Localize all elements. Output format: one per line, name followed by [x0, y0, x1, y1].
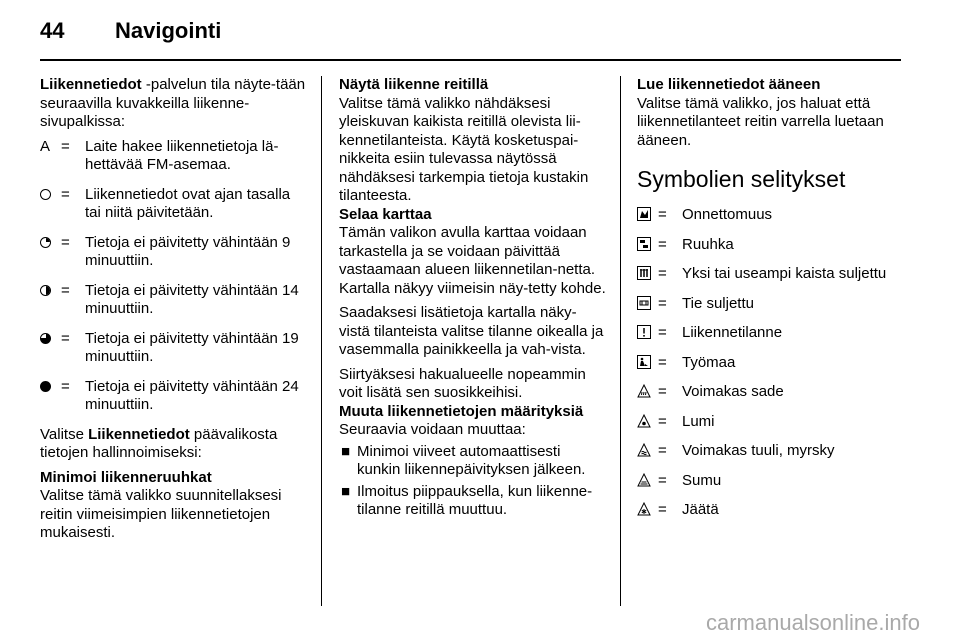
traffic-situation-icon [637, 325, 651, 339]
page-title: Navigointi [115, 18, 222, 43]
status-def-a: A = Laite hakee liikennetietoja lä-hettävää FM-asemaa. [40, 137, 279, 173]
full-circle-icon [40, 381, 51, 392]
browse-heading: Selaa karttaa [339, 205, 432, 223]
show-text: Valitse tämä valikko nähdäksesi yleiskuvan kaikista reitillä olevista lii-kennetilanteista. Käytä kosketuspai-nikkeita esiin tulevassa näytössä nähdäksesi tarkempia tietoja kustakin tilanteesta. [339, 94, 589, 204]
status-def-empty: = Liikennetiedot ovat ajan tasalla tai niitä päivitetään. [40, 186, 310, 223]
legend-row-accident: = Onnettomuus [637, 206, 905, 236]
browse-text-1: Tämän valikon avulla karttaa voidaan tarkastella ja se voidaan päivittää vastaamaan alueen liikennetilan-netta. Kartalla näkyy viimeisin näy-tetty kohde. [339, 224, 606, 297]
browse-text-3: Siirtyäksesi hakualueelle nopeammin voit lisätä sen suosikkeihisi. [339, 365, 586, 401]
header-rule [40, 59, 901, 61]
fog-icon [637, 473, 651, 487]
column-1 [40, 76, 310, 549]
legend-row-lane-closed: = Yksi tai useampi kaista suljettu [637, 265, 905, 295]
legend-row-snow: = Lumi [637, 413, 905, 443]
legend-row-road-closed: = Tie suljettu [637, 295, 905, 325]
show-heading: Näytä liikenne reitillä [339, 76, 489, 93]
quarter-circle-icon [40, 237, 51, 248]
snow-icon [637, 414, 651, 428]
intro-paragraph: Liikennetiedot -palvelun tila näyte-tään seuraavilla kuvakkeilla liikenne-sivupalkissa: [40, 76, 306, 130]
status-def-full: = Tietoja ei päivitetty vähintään 24 minuuttiin. [40, 378, 310, 415]
half-circle-icon [40, 285, 51, 296]
column-divider [321, 76, 322, 606]
storm-icon [637, 443, 651, 457]
status-def-three-quarter: = Tietoja ei päivitetty vähintään 19 minuuttiin. [40, 330, 310, 367]
modify-heading: Muuta liikennetietojen määrityksiä [339, 402, 584, 420]
lane-closed-icon [637, 266, 651, 280]
bullet-square-icon: ■ [341, 482, 351, 500]
ice-icon [637, 502, 651, 516]
legend-title: Symbolien selitykset [637, 166, 846, 192]
page-number: 44 [40, 18, 65, 43]
status-def-half: = Tietoja ei päivitetty vähintään 14 minuuttiin. [40, 282, 310, 319]
minimize-text: Valitse tämä valikko suunnitellaksesi reitin viimeisimpien liikennetietojen mukaisesti. [40, 487, 282, 541]
list-item: ■ Ilmoitus piippauksella, kun liikenne-tilanne reitillä muuttuu. [341, 482, 593, 518]
column-3 [637, 76, 905, 531]
legend-row-ice: = Jäätä [637, 501, 905, 531]
bullet-square-icon: ■ [341, 442, 351, 460]
column-2 [339, 76, 607, 523]
empty-circle-icon [40, 189, 51, 200]
three-quarter-circle-icon [40, 333, 51, 344]
minimize-heading: Minimoi liikenneruuhkat [40, 468, 212, 486]
accident-icon [637, 207, 651, 221]
road-closed-icon [637, 296, 651, 310]
status-letter-a: A [40, 137, 51, 155]
list-item: ■ Minimoi viiveet automaattisesti kunkin liikennepäivityksen jälkeen. [341, 442, 586, 478]
modify-text: Seuraavia voidaan muuttaa: [339, 421, 526, 438]
legend-row-jam: = Ruuhka [637, 236, 905, 266]
column-divider [620, 76, 621, 606]
legend-row-fog: = Sumu [637, 472, 905, 502]
legend-row-traffic: = Liikennetilanne [637, 324, 905, 354]
select-paragraph: Valitse Liikennetiedot päävalikosta tietojen hallinnoimiseksi: [40, 425, 278, 461]
status-def-quarter: = Tietoja ei päivitetty vähintään 9 minuuttiin. [40, 234, 310, 271]
legend-row-storm: = Voimakas tuuli, myrsky [637, 442, 905, 472]
roadworks-icon [637, 355, 651, 369]
read-text: Valitse tämä valikko, jos haluat että liikennetilanteet reitin varrella luetaan ääneen. [637, 94, 884, 149]
browse-text-2: Saadaksesi lisätietoja kartalla näky-vistä tilanteista valitse tilanne oikealla ja vasemmalla painikkeella ja vah-vista. [339, 304, 604, 358]
legend-row-roadworks: = Työmaa [637, 354, 905, 384]
traffic-jam-icon [637, 237, 651, 251]
heavy-rain-icon [637, 384, 651, 398]
legend-row-rain: = Voimakas sade [637, 383, 905, 413]
read-heading: Lue liikennetiedot ääneen [637, 76, 821, 93]
watermark-text: carmanualsonline.info [705, 610, 920, 635]
